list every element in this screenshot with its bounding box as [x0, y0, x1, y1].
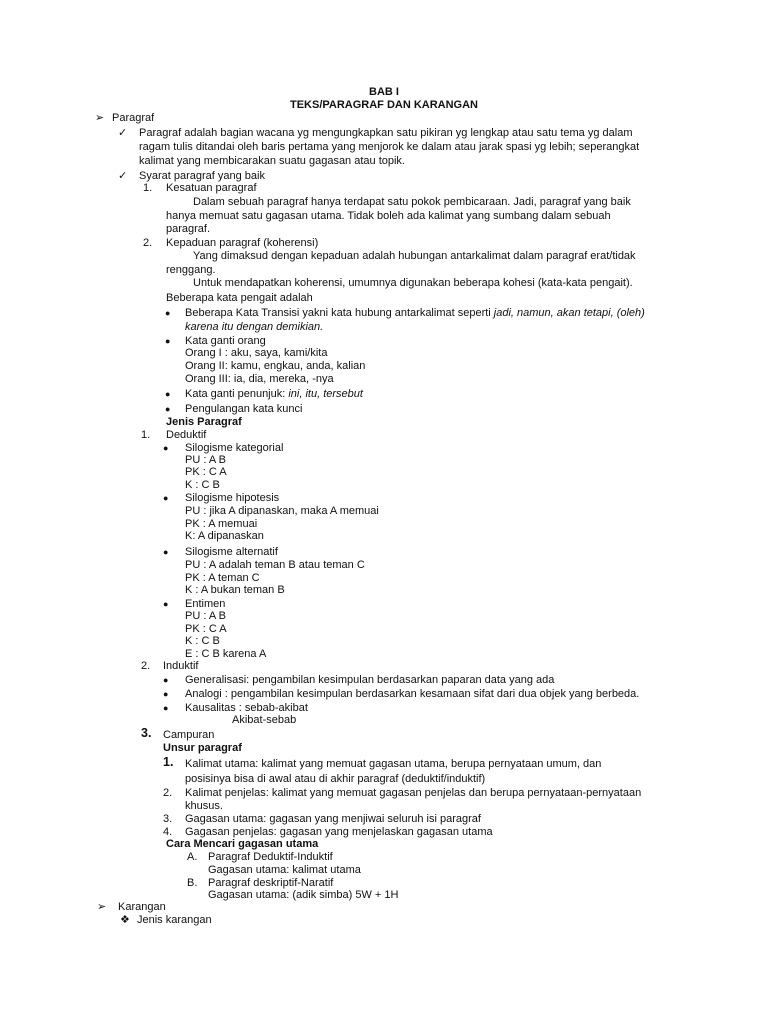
chapter-title: BAB I: [369, 86, 399, 98]
paragraf-definition-line: ragam tulis ditandai oleh baris pertama yang menjorok ke dalam atau jarak spasi yg lebih; seperangkat: [139, 141, 640, 153]
induktif-item: Generalisasi: pengambilan kesimpulan berdasarkan paparan data yang ada: [185, 674, 555, 686]
transisi-item-continued: karena itu dengan demikian.: [185, 321, 324, 333]
kepaduan-text-line: renggang.: [166, 264, 216, 276]
cara-line: Gagasan utama: (adik simba) 5W + 1H: [208, 889, 399, 901]
kepaduan-text-line: Beberapa kata pengait adalah: [166, 292, 313, 304]
jenis-karangan: Jenis karangan: [137, 914, 212, 926]
unsur-line: Kalimat utama: kalimat yang memuat gagasan utama, berupa pernyataan umum, dan: [185, 758, 602, 770]
unsur-line: khusus.: [185, 800, 223, 812]
silogisme-line: K : C B: [185, 479, 220, 491]
paragraf-definition-line: kalimat yang membicarakan suatu gagasan atau topik.: [139, 155, 405, 167]
round-bullet-icon: ●: [163, 689, 169, 699]
list-letter: A.: [187, 851, 198, 863]
pengulangan-kata-kunci: Pengulangan kata kunci: [185, 403, 303, 415]
check-bullet-icon: ✓: [118, 127, 128, 139]
list-number: 2.: [141, 660, 151, 672]
induktif-item: Analogi : pengambilan kesimpulan berdasarkan kesamaan sifat dari dua objek yang berbeda.: [185, 688, 640, 700]
induktif-label: Induktif: [163, 660, 199, 672]
paragraf-definition-line: Paragraf adalah bagian wacana yg mengungkapkan satu pikiran yg lengkap atau satu tema yg dalam: [139, 127, 633, 139]
check-bullet-icon: ✓: [118, 170, 128, 182]
kesatuan-text-line: Dalam sebuah paragraf hanya terdapat satu pokok pembicaraan. Jadi, paragraf yang baik: [193, 196, 631, 208]
list-number: 3.: [163, 813, 173, 825]
orang-line: Orang I : aku, saya, kami/kita: [185, 347, 328, 359]
campuran-label: Campuran: [163, 729, 215, 741]
round-bullet-icon: ●: [163, 599, 169, 609]
list-number: 1.: [143, 182, 153, 194]
silogisme-line: PU : A adalah teman B atau teman C: [185, 559, 365, 571]
silogisme-line: PK : C A: [185, 466, 227, 478]
silogisme-line: PK : A memuai: [185, 518, 258, 530]
round-bullet-icon: ●: [165, 404, 171, 414]
deduktif-label: Deduktif: [166, 429, 207, 441]
unsur-line: Gagasan penjelas: gagasan yang menjelaskan gagasan utama: [185, 826, 493, 838]
silogisme-line: PK : A teman C: [185, 572, 260, 584]
round-bullet-icon: ●: [165, 308, 171, 318]
unsur-paragraf-heading: Unsur paragraf: [163, 742, 242, 754]
list-number: 1.: [141, 429, 151, 441]
unsur-line: posisinya bisa di awal atau di akhir paragraf (deduktif/induktif): [185, 773, 486, 785]
round-bullet-icon: ●: [163, 703, 169, 713]
entimen-line: PK : C A: [185, 623, 227, 635]
arrow-bullet-icon: ➢: [97, 901, 107, 913]
unsur-line: Gagasan utama: gagasan yang menjiwai seluruh isi paragraf: [185, 813, 481, 825]
silogisme-line: K: A dipanaskan: [185, 530, 264, 542]
round-bullet-icon: ●: [165, 336, 171, 346]
kepaduan-text-line: Yang dimaksud dengan kepaduan adalah hubungan antarkalimat dalam paragraf erat/tidak: [193, 250, 636, 262]
jenis-paragraf-heading: Jenis Paragraf: [166, 416, 242, 428]
section-heading-karangan: Karangan: [118, 901, 166, 913]
syarat-heading: Syarat paragraf yang baik: [139, 170, 265, 182]
orang-line: Orang III: ia, dia, mereka, -nya: [185, 373, 334, 385]
cara-line: Paragraf Deduktif-Induktif: [208, 851, 333, 863]
cara-mencari-heading: Cara Mencari gagasan utama: [166, 838, 319, 850]
entimen-line: PU : A B: [185, 610, 226, 622]
silogisme-alternatif: Silogisme alternatif: [185, 546, 278, 558]
round-bullet-icon: ●: [163, 547, 169, 557]
entimen-line: K : C B: [185, 635, 220, 647]
kesatuan-text-line: hanya memuat satu gagasan utama. Tidak boleh ada kalimat yang sumbang dalam sebuah: [166, 210, 611, 222]
list-number: 2.: [143, 237, 153, 249]
arrow-bullet-icon: ➢: [95, 112, 105, 124]
akibat-sebab: Akibat-sebab: [232, 714, 297, 726]
entimen-line: E : C B karena A: [185, 648, 267, 660]
silogisme-kategorial: Silogisme kategorial: [185, 442, 284, 454]
round-bullet-icon: ●: [165, 389, 171, 399]
kepaduan-label: Kepaduan paragraf (koherensi): [166, 237, 319, 249]
silogisme-hipotesis: Silogisme hipotesis: [185, 492, 280, 504]
induktif-item: Kausalitas : sebab-akibat: [185, 702, 308, 714]
list-letter: B.: [187, 877, 198, 889]
kesatuan-label: Kesatuan paragraf: [166, 182, 257, 194]
list-number: 2.: [163, 787, 173, 799]
entimen: Entimen: [185, 598, 226, 610]
kepaduan-text-line: Untuk mendapatkan koherensi, umumnya digunakan beberapa kohesi (kata-kata pengait).: [193, 277, 633, 289]
list-number: 3.: [141, 726, 152, 740]
cara-line: Paragraf deskriptif-Naratif: [208, 877, 334, 889]
round-bullet-icon: ●: [163, 443, 169, 453]
silogisme-line: K : A bukan teman B: [185, 584, 285, 596]
list-number: 1.: [163, 755, 174, 769]
section-heading-paragraf: Paragraf: [112, 112, 155, 124]
transisi-item: Beberapa Kata Transisi yakni kata hubung antarkalimat seperti jadi, namun, akan tetapi, (oleh): [185, 307, 645, 319]
round-bullet-icon: ●: [163, 675, 169, 685]
kata-ganti-penunjuk: Kata ganti penunjuk: ini, itu, tersebut: [185, 388, 363, 400]
diamond-bullet-icon: ❖: [120, 914, 130, 926]
unsur-line: Kalimat penjelas: kalimat yang memuat gagasan penjelas dan berupa pernyataan-pernyataan: [185, 787, 642, 799]
kata-ganti-orang: Kata ganti orang: [185, 335, 266, 347]
kesatuan-text-line: paragraf.: [166, 223, 211, 235]
silogisme-line: PU : jika A dipanaskan, maka A memuai: [185, 505, 379, 517]
cara-line: Gagasan utama: kalimat utama: [208, 864, 361, 876]
silogisme-line: PU : A B: [185, 454, 226, 466]
chapter-subtitle: TEKS/PARAGRAF DAN KARANGAN: [289, 99, 478, 111]
round-bullet-icon: ●: [163, 493, 169, 503]
orang-line: Orang II: kamu, engkau, anda, kalian: [185, 360, 366, 372]
list-number: 4.: [163, 826, 173, 838]
